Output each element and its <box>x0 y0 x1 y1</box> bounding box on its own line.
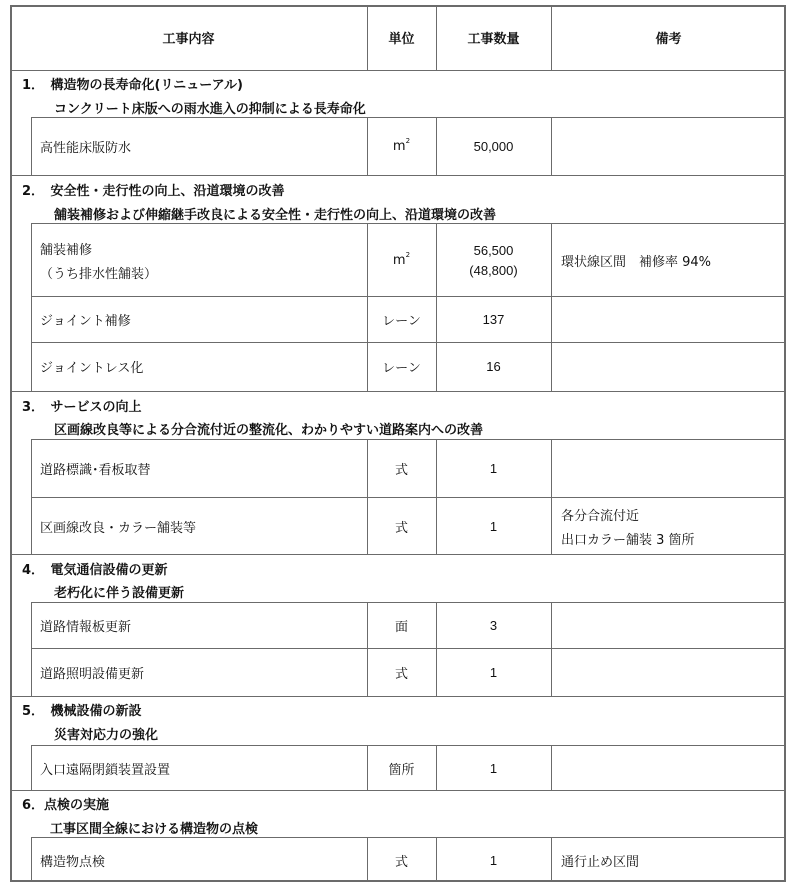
col-divider <box>436 5 437 70</box>
item-qty: 16 <box>486 359 501 374</box>
item-qty-line1: 56,500 <box>473 242 514 258</box>
item-unit: $m^2$ <box>392 137 411 154</box>
section-4-title: 4． 電気通信設備の更新 <box>22 563 168 578</box>
section-1-title: 1． 構造物の長寿命化(リニューアル) <box>22 78 243 93</box>
item-name-line1: 舗装補修 <box>40 242 93 258</box>
header-divider <box>10 70 786 71</box>
item-unit: レーン <box>382 314 421 329</box>
item-name: 高性能床版防水 <box>40 141 132 156</box>
indent-divider <box>31 439 32 554</box>
col-divider <box>436 439 437 554</box>
item-qty: 1 <box>489 760 498 776</box>
section-5-title: 5． 機械設備の新設 <box>22 704 142 719</box>
col-divider <box>436 745 437 790</box>
item-note: 通行止め区間 <box>561 854 640 870</box>
item-name: 道路標識･看板取替 <box>40 462 151 478</box>
col-divider <box>551 745 552 790</box>
section-3-title: 3． サービスの向上 <box>22 400 142 415</box>
item-unit: 式 <box>394 520 408 536</box>
item-name: 入口遠隔閉鎖装置設置 <box>40 762 171 778</box>
section-divider <box>10 391 786 392</box>
item-unit: 式 <box>394 666 408 682</box>
col-divider <box>367 117 368 175</box>
item-name: 区画線改良・カラー舗装等 <box>40 520 197 536</box>
item-note-line1: 各分合流付近 <box>561 508 640 524</box>
header-content: 工事内容 <box>162 32 215 47</box>
col-divider <box>367 602 368 696</box>
col-divider <box>551 117 552 175</box>
item-note <box>561 498 695 554</box>
item-note: 環状線区間 補修率 94% <box>561 254 712 270</box>
col-divider <box>551 439 552 554</box>
section-3-subtitle: 区画線改良等による分合流付近の整流化、わかりやすい道路案内への改善 <box>54 423 484 438</box>
header-unit: 単位 <box>388 32 415 47</box>
item-qty: 137 <box>482 312 505 327</box>
col-divider <box>551 602 552 696</box>
col-divider <box>367 5 368 70</box>
col-divider <box>551 5 552 70</box>
item-unit: 面 <box>394 620 408 635</box>
header-quantity: 工事数量 <box>467 32 520 47</box>
item-qty: 1 <box>489 460 498 476</box>
item-qty <box>436 224 551 296</box>
col-divider <box>436 223 437 391</box>
section-divider <box>10 696 786 697</box>
indent-divider <box>31 837 32 882</box>
col-divider <box>367 439 368 554</box>
item-unit: $m^2$ <box>392 250 411 268</box>
item-qty: 1 <box>489 852 498 868</box>
section-2-subtitle: 舗装補修および伸縮継手改良による安全性・走行性の向上、沿道環境の改善 <box>54 208 497 223</box>
item-unit: 式 <box>394 854 408 870</box>
indent-divider <box>31 117 32 175</box>
col-divider <box>551 837 552 882</box>
item-name: ジョイント補修 <box>40 314 131 329</box>
section-5-subtitle: 災害対応力の強化 <box>54 728 159 743</box>
indent-divider <box>31 223 32 391</box>
item-qty: 50,000 <box>473 139 514 154</box>
section-divider <box>10 790 786 791</box>
section-6-title: 6．点検の実施 <box>22 798 110 813</box>
item-qty: 1 <box>489 518 498 534</box>
section-1-subtitle: コンクリート床版への雨水進入の抑制による長寿命化 <box>54 102 366 117</box>
item-name: 道路照明設備更新 <box>40 666 145 682</box>
item-unit: レーン <box>382 361 421 376</box>
section-divider <box>10 554 786 555</box>
header-remarks: 備考 <box>655 32 682 47</box>
section-6-subtitle: 工事区間全線における構造物の点検 <box>50 822 259 837</box>
item-name-line2: （うち排水性舗装） <box>40 266 158 282</box>
indent-divider <box>31 602 32 696</box>
item-name <box>40 224 157 296</box>
item-name: 道路情報板更新 <box>40 620 132 635</box>
item-qty-line2: (48,800) <box>469 262 518 278</box>
item-qty: 3 <box>489 618 498 633</box>
item-unit: 箇所 <box>388 762 415 778</box>
item-qty: 1 <box>489 664 498 680</box>
col-divider <box>367 837 368 882</box>
section-4-subtitle: 老朽化に伴う設備更新 <box>54 586 185 601</box>
item-name: 構造物点検 <box>40 854 106 870</box>
col-divider <box>436 837 437 882</box>
item-name: ジョイントレス化 <box>40 361 144 376</box>
item-note-line2: 出口カラー舗装 3 箇所 <box>561 532 695 548</box>
col-divider <box>436 117 437 175</box>
item-unit: 式 <box>394 462 408 478</box>
section-divider <box>10 175 786 176</box>
indent-divider <box>31 745 32 790</box>
section-2-title: 2． 安全性・走行性の向上、沿道環境の改善 <box>22 184 285 199</box>
col-divider <box>367 745 368 790</box>
col-divider <box>551 223 552 391</box>
col-divider <box>367 223 368 391</box>
col-divider <box>436 602 437 696</box>
